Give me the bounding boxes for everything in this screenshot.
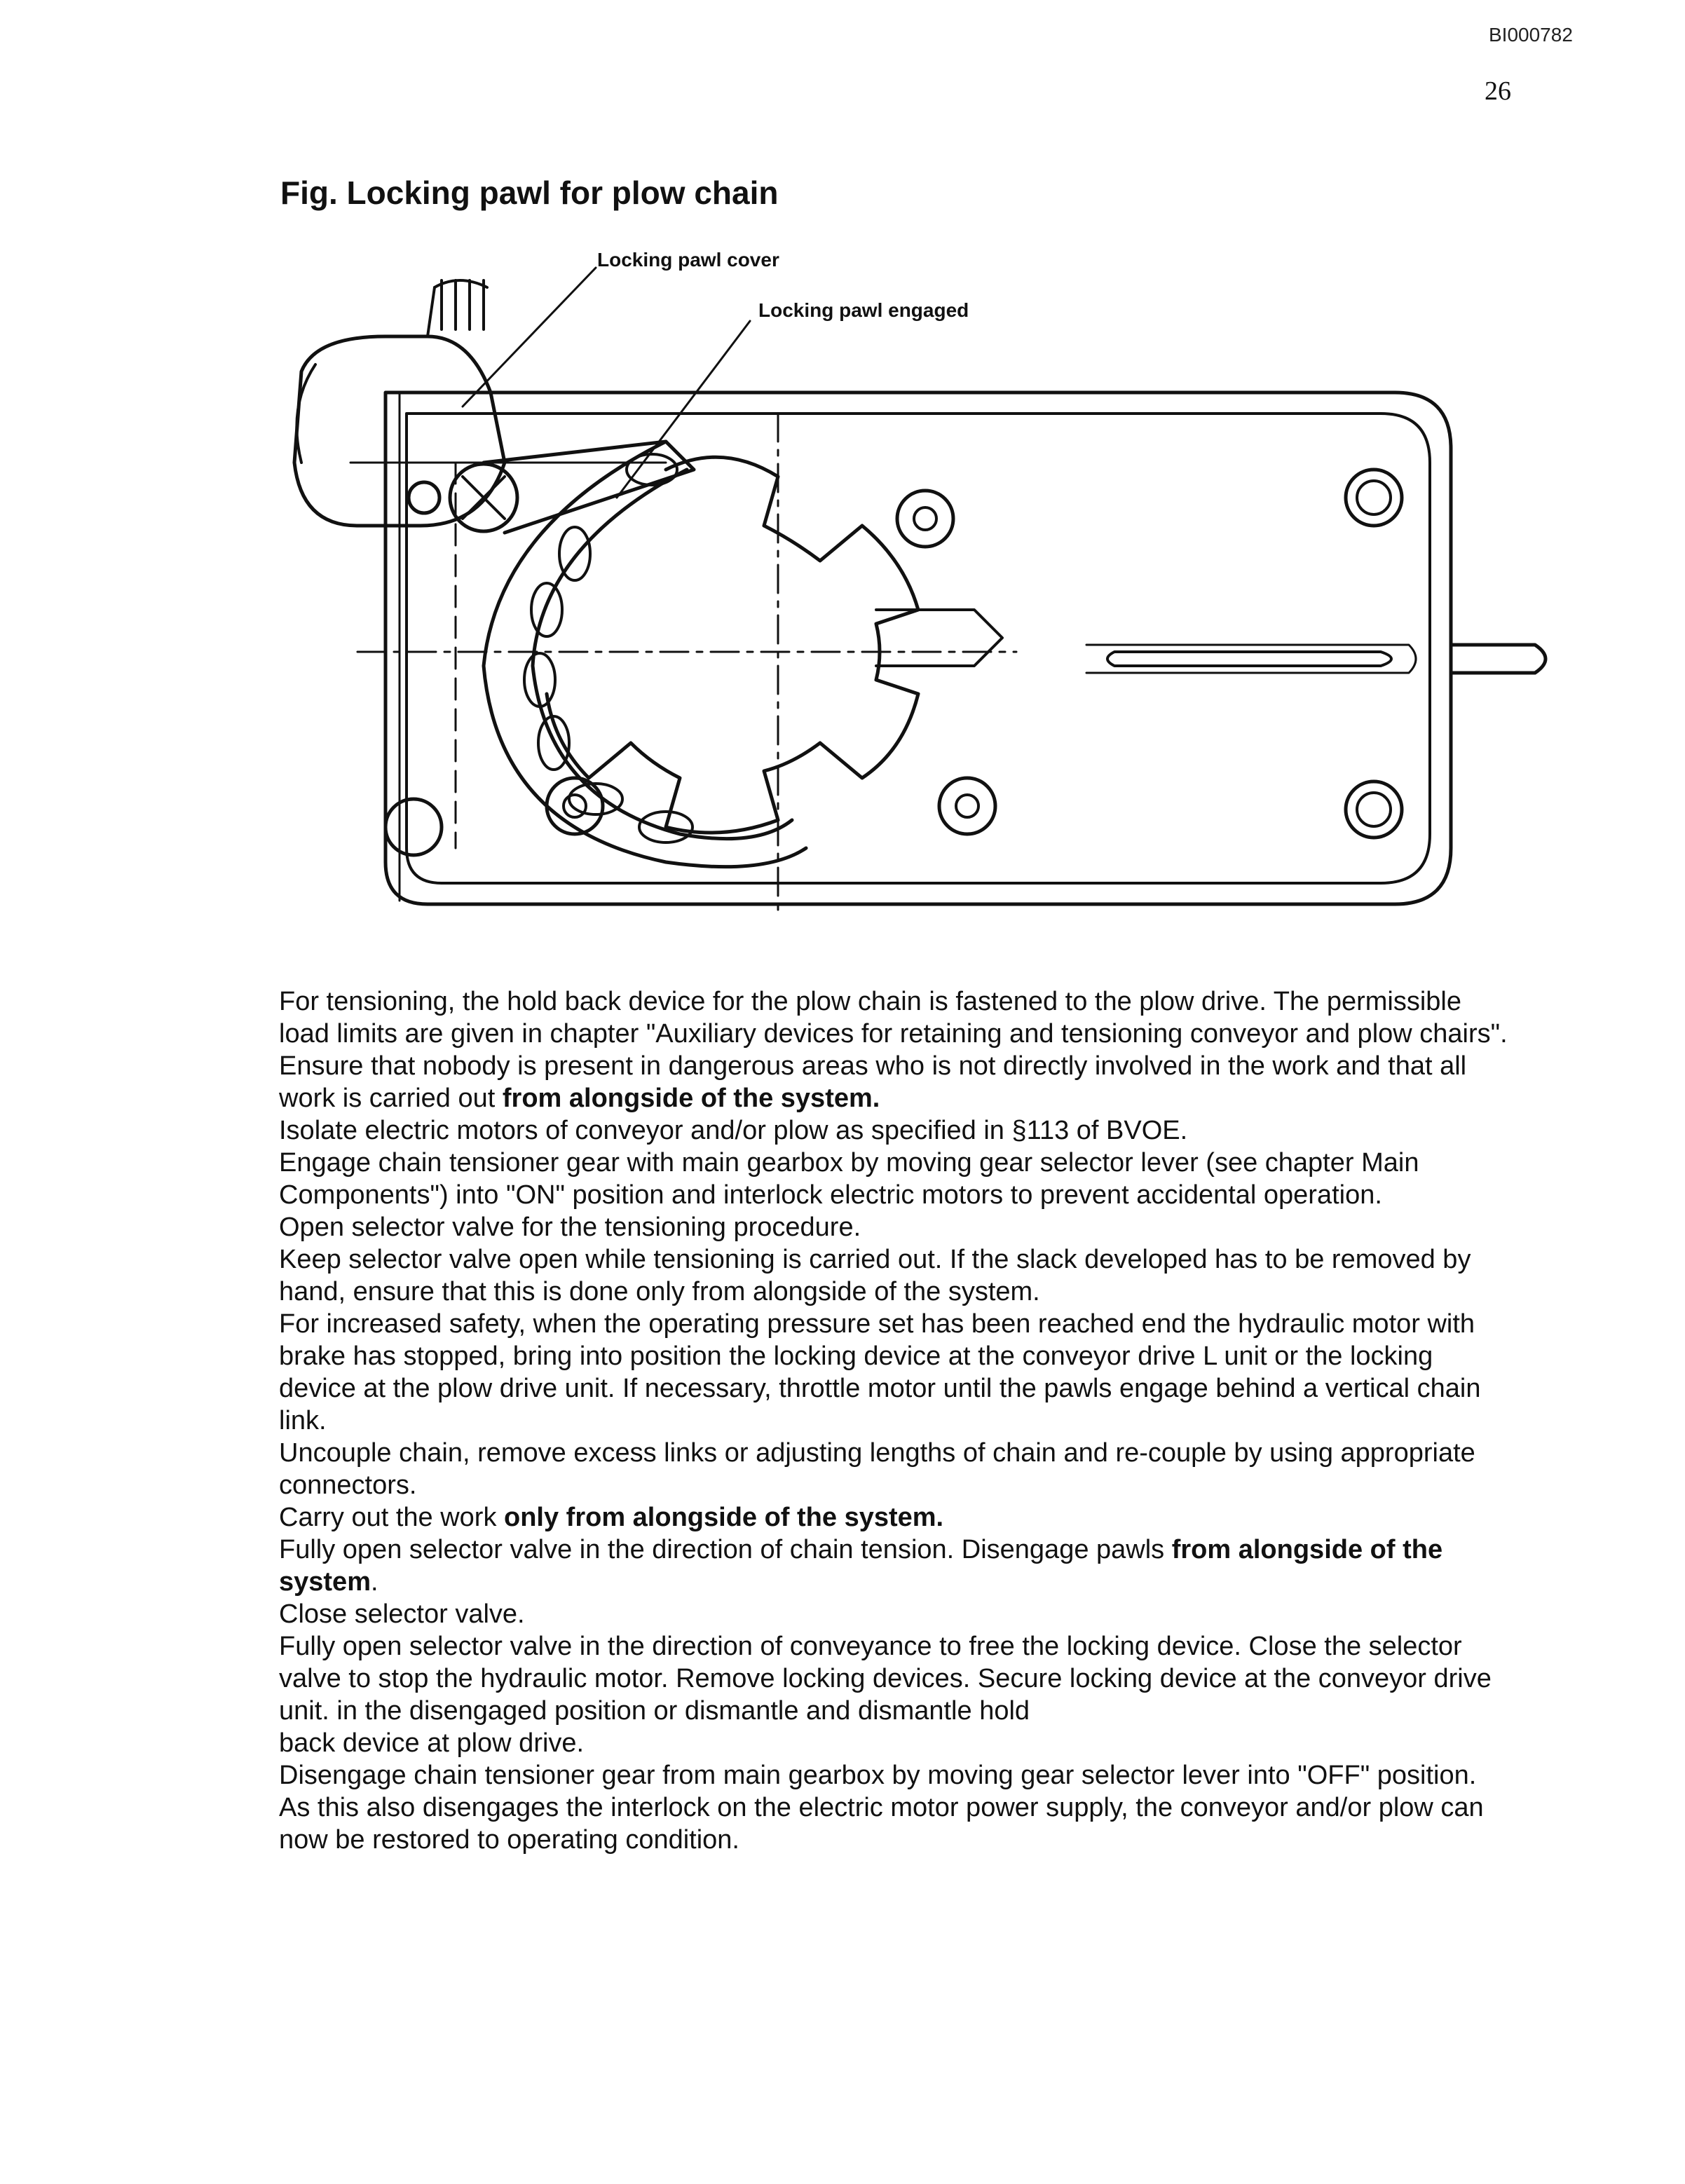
instruction-paragraph [279, 1050, 1513, 1114]
mounting-hole [939, 778, 995, 834]
housing-inner-outline [407, 414, 1430, 883]
paragraph-text: back device at plow drive. [279, 1728, 585, 1758]
instruction-paragraph [279, 1243, 1513, 1308]
document-id: BI000782 [1489, 24, 1573, 46]
mounting-hole [1346, 470, 1402, 526]
instruction-paragraph [279, 1308, 1513, 1437]
paragraph-text: Uncouple chain, remove excess links or adjusting lengths of chain and re-couple by using appropriate connectors. [279, 1438, 1475, 1500]
figure-title: Fig. Locking pawl for plow chain [280, 175, 779, 211]
instruction-paragraph [279, 1630, 1513, 1727]
paragraph-text: Ensure that nobody is present in dangerous areas who is not directly involved in the work and that all work is carried out [279, 1051, 1467, 1113]
instruction-paragraph [279, 1437, 1513, 1501]
shaft-slot [1107, 652, 1391, 666]
paragraph-text: . [370, 1567, 378, 1597]
instruction-paragraph [279, 1759, 1513, 1856]
paragraph-text: Isolate electric motors of conveyor and/or plow as specified in §113 of BVOE. [279, 1116, 1188, 1145]
housing-outline [386, 393, 1451, 904]
instruction-paragraph [279, 1534, 1513, 1598]
paragraph-text: Fully open selector valve in the direction of chain tension. Disengage pawls [279, 1535, 1172, 1564]
emphasis-text: from alongside of the system [279, 1535, 1443, 1597]
paragraph-text: Engage chain tensioner gear with main gearbox by moving gear selector lever (see chapter Main Components") into "ON" position and interlock electric motors to prevent accidental operation. [279, 1148, 1419, 1210]
mounting-hole [897, 491, 953, 547]
emphasis-text: from alongside of the system. [502, 1084, 880, 1113]
paragraph-text: Fully open selector valve in the direction of conveyance to free the locking device. Close the selector valve to stop the hydraulic motor. Remove locking devices. Secure locking device at the conveyor drive unit. in the disengaged position or dismantle and dismantle hold [279, 1632, 1492, 1726]
instruction-paragraph [279, 1211, 1513, 1243]
instruction-paragraph [279, 1501, 1513, 1534]
paragraph-text: For increased safety, when the operating pressure set has been reached end the hydraulic motor with brake has stopped, bring into position the locking device at the conveyor drive L unit or the locking device at the plow drive unit. If necessary, throttle motor until the pawls engage behind a vertical chain link. [279, 1309, 1481, 1435]
paragraph-text: Open selector valve for the tensioning procedure. [279, 1213, 861, 1242]
mounting-hole [386, 799, 442, 855]
paragraph-text: Disengage chain tensioner gear from main gearbox by moving gear selector lever into "OFF" position. As this also disengages the interlock on the electric motor power supply, the conveyor and/or plow can now be restored to operating condition. [279, 1761, 1484, 1855]
paragraph-text: For tensioning, the hold back device for the plow chain is fastened to the plow drive. The permissible load limits are given in chapter "Auxiliary devices for retaining and tensioning conveyor and plow chairs". [279, 987, 1508, 1049]
mounting-hole [1346, 782, 1402, 838]
paragraph-text: Close selector valve. [279, 1599, 525, 1629]
locking-pawl-diagram [273, 231, 1563, 918]
instruction-paragraph [279, 1727, 1513, 1759]
label-locking-pawl-cover: Locking pawl cover [597, 249, 779, 271]
shaft-end [1451, 645, 1546, 673]
sprocket [547, 457, 918, 833]
emphasis-text: only from alongside of the system. [504, 1503, 944, 1532]
paragraph-text: Keep selector valve open while tensioning is carried out. If the slack developed has to be removed by hand, ensure that this is done only from alongside of the system. [279, 1245, 1471, 1306]
chain-ring-inner [533, 470, 792, 839]
instruction-text [279, 985, 1513, 1856]
instruction-paragraph [279, 985, 1513, 1050]
instruction-paragraph [279, 1147, 1513, 1211]
instruction-paragraph [279, 1114, 1513, 1147]
instruction-paragraph [279, 1598, 1513, 1630]
label-locking-pawl-engaged: Locking pawl engaged [758, 299, 969, 321]
paragraph-text: Carry out the work [279, 1503, 504, 1532]
page-number: 26 [1485, 76, 1511, 106]
